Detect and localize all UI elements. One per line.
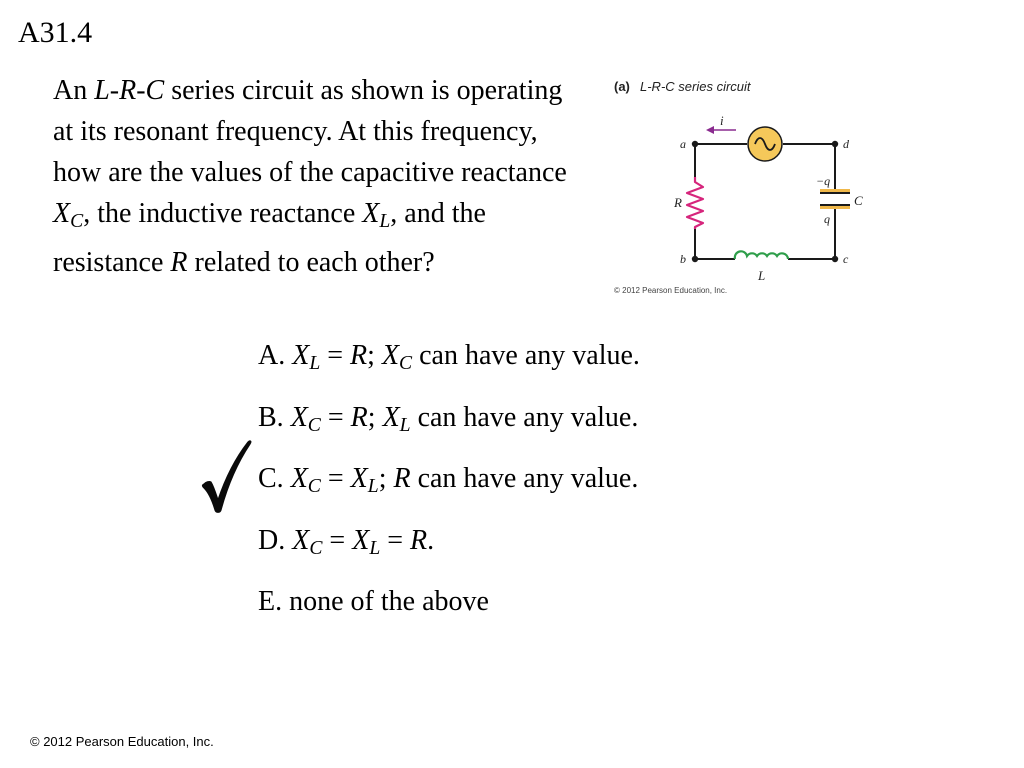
figure-part-label: (a)	[614, 79, 630, 94]
option-symbol: X	[382, 401, 400, 433]
charge-bottom-label: q	[824, 212, 830, 226]
option-c[interactable]	[258, 463, 640, 495]
node-b-dot	[692, 256, 698, 262]
option-equals: =	[322, 524, 353, 556]
resistor-label: R	[674, 195, 682, 210]
option-letter: A.	[258, 340, 286, 371]
option-text: can have any value.	[410, 401, 639, 433]
resistance-symbol: R	[170, 246, 188, 278]
question-part-1: An	[53, 75, 95, 106]
option-symbol: X	[292, 340, 310, 371]
option-b[interactable]	[258, 402, 640, 434]
option-equals: =	[320, 463, 351, 494]
option-subscript: L	[399, 414, 411, 436]
node-c-dot	[832, 256, 838, 262]
option-subscript: L	[367, 475, 379, 497]
question-part-4: , and the resistance	[53, 198, 486, 278]
node-d-label: d	[843, 137, 849, 151]
option-e[interactable]	[258, 586, 640, 618]
inductor-icon	[735, 251, 788, 259]
option-symbol: R	[393, 463, 411, 494]
option-subscript: L	[369, 537, 381, 559]
option-symbol: X	[381, 340, 400, 371]
node-b-label: b	[680, 252, 686, 266]
option-subscript: C	[307, 414, 321, 436]
node-a-label: a	[680, 137, 686, 151]
option-separator: =	[380, 524, 411, 556]
question-part-5: related to each other?	[187, 246, 435, 278]
capacitive-reactance-subscript: C	[70, 210, 84, 232]
option-text: can have any value.	[410, 463, 639, 494]
capacitor-label: C	[854, 193, 863, 208]
option-separator: ;	[367, 401, 383, 433]
option-text: .	[427, 524, 435, 556]
inductor-label: L	[758, 268, 766, 283]
circuit-diagram	[610, 72, 880, 302]
checkmark-icon	[200, 440, 252, 514]
inductive-reactance-symbol: X	[362, 198, 380, 229]
question-part-3: , the inductive reactance	[83, 198, 363, 229]
node-c-label: c	[843, 252, 849, 266]
charge-top-label: −q	[816, 174, 831, 188]
option-symbol: X	[350, 463, 368, 494]
option-subscript: C	[399, 352, 413, 374]
option-symbol: X	[290, 463, 308, 494]
option-subscript: L	[309, 352, 321, 374]
resistor-icon	[687, 177, 703, 229]
node-d-dot	[832, 141, 838, 147]
circuit-figure	[610, 72, 880, 302]
option-symbol: R	[350, 340, 368, 371]
question-text	[53, 70, 583, 283]
inductive-reactance-subscript: L	[379, 210, 391, 232]
option-subscript: C	[309, 537, 323, 559]
option-symbol: X	[290, 401, 308, 433]
option-separator: ;	[378, 463, 394, 494]
option-letter: D.	[258, 524, 286, 556]
option-subscript: C	[307, 475, 321, 497]
question-part-2: series circuit as shown is operating at its resonant frequency. At this frequency, how are the values of the capacitive reactance	[53, 75, 567, 188]
option-a[interactable]	[258, 340, 640, 372]
option-symbol: R	[350, 401, 368, 433]
option-equals: =	[320, 401, 351, 433]
option-separator: ;	[367, 340, 382, 371]
option-symbol: R	[410, 524, 428, 556]
slide-number: A31.4	[18, 16, 93, 49]
circuit-type: L-R-C	[94, 75, 165, 106]
option-equals: =	[320, 340, 351, 371]
option-text: none of the above	[289, 586, 489, 617]
figure-caption: L-R-C series circuit	[640, 79, 751, 94]
current-arrowhead-icon	[706, 126, 714, 134]
option-letter: C.	[258, 463, 284, 494]
figure-copyright: © 2012 Pearson Education, Inc.	[614, 286, 728, 295]
option-symbol: X	[352, 524, 370, 556]
option-d[interactable]	[258, 525, 640, 557]
answer-options	[258, 340, 640, 648]
current-label: i	[720, 113, 724, 128]
node-a-dot	[692, 141, 698, 147]
capacitive-reactance-symbol: X	[53, 198, 71, 229]
footer-copyright: © 2012 Pearson Education, Inc.	[30, 734, 214, 749]
option-letter: B.	[258, 401, 284, 433]
option-letter: E.	[258, 586, 283, 617]
option-text: can have any value.	[412, 340, 640, 371]
option-symbol: X	[292, 524, 310, 556]
